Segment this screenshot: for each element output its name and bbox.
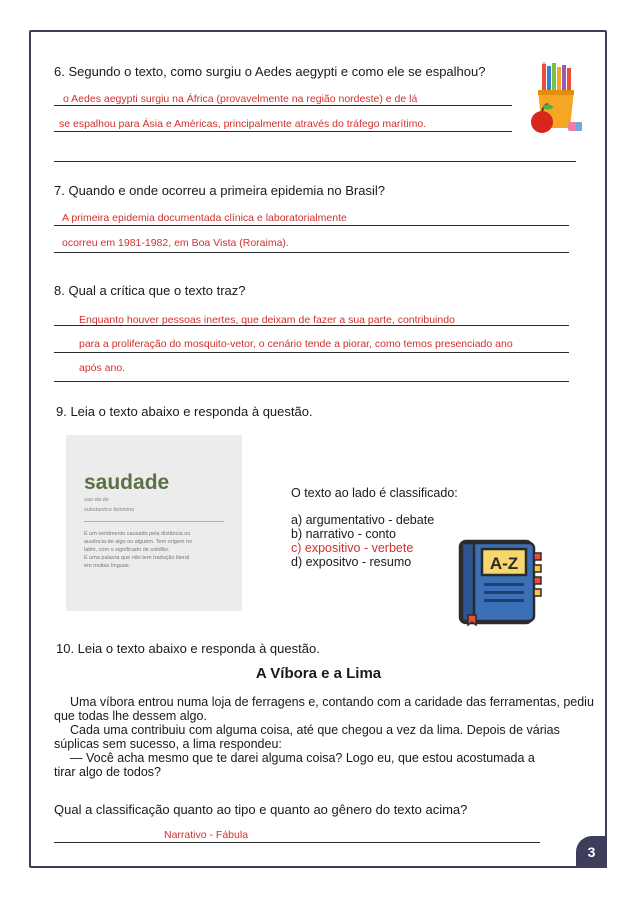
- answer-rule: [54, 225, 569, 226]
- entry-definition-line: É uma palavra que não tem tradução literal: [84, 555, 190, 561]
- answer-rule: [54, 131, 512, 132]
- q7-answer-line-1: A primeira epidemia documentada clínica e laboratorialmente: [62, 212, 347, 224]
- question-8: 8. Qual a crítica que o texto traz?: [54, 283, 246, 298]
- story-title: A Víbora e a Lima: [255, 665, 382, 682]
- answer-rule: [54, 325, 569, 326]
- q9-option-a: a) argumentativo - debate: [291, 513, 435, 527]
- q8-answer-line-3: após ano.: [79, 362, 126, 374]
- entry-divider: [84, 521, 224, 522]
- entry-word-class: substantivo feminino: [84, 507, 135, 513]
- answer-rule: [54, 161, 576, 162]
- q9-option-d: d) expositvo - resumo: [291, 555, 412, 569]
- book-cover-label: A-Z: [489, 554, 519, 573]
- dictionary-entry-card: [66, 435, 242, 611]
- answer-rule: [54, 381, 569, 382]
- q6-answer-line-2: se espalhou para Ásia e Américas, principalmente através do tráfego marítimo.: [59, 118, 427, 130]
- entry-definition-line: É um sentimento causado pela distância ou: [84, 531, 191, 537]
- q9-option-c: c) expositivo - verbete: [291, 541, 414, 555]
- school-supplies-icon: [528, 62, 588, 140]
- q6-answer-line-1: o Aedes aegypti surgiu na África (provavelmente na região nordeste) e de lá: [63, 93, 418, 105]
- entry-definition-line: latim, com o significado de solidão.: [84, 547, 170, 553]
- story-paragraph-3: — Você acha mesmo que te darei alguma coisa? Logo eu, que estou acostumada a tirar algo de todos?: [54, 751, 535, 779]
- classification-question: Qual a classificação quanto ao tipo e quanto ao gênero do texto acima?: [54, 802, 468, 817]
- question-9: 9. Leia o texto abaixo e responda à questão.: [56, 404, 313, 419]
- question-10: 10. Leia o texto abaixo e responda à questão.: [56, 641, 320, 656]
- entry-definition-line: em muitas línguas.: [84, 563, 131, 569]
- answer-rule: [54, 105, 512, 106]
- entry-phonetic: sau·da·de: [84, 497, 109, 503]
- question-7: 7. Quando e onde ocorreu a primeira epidemia no Brasil?: [54, 183, 385, 198]
- answer-rule: [54, 252, 569, 253]
- story-paragraph-2: Cada uma contribuiu com alguma coisa, até que chegou a vez da lima. Depois de várias súplicas sem sucesso, a lima respondeu:: [54, 723, 560, 751]
- answer-rule: [54, 352, 569, 353]
- q9-option-b: b) narrativo - conto: [291, 527, 396, 541]
- story-paragraph-1: Uma víbora entrou numa loja de ferragens e, contando com a caridade das ferramentas, pediu que todas lhe dessem algo.: [54, 695, 594, 723]
- dictionary-book-icon: [456, 537, 544, 627]
- q8-answer-line-2: para a proliferação do mosquito-vetor, o cenário tende a piorar, como temos presenciado ano: [79, 338, 513, 350]
- q9-prompt: O texto ao lado é classificado:: [291, 486, 458, 500]
- answer-rule: [54, 842, 540, 843]
- entry-word: saudade: [84, 471, 170, 494]
- question-6: 6. Segundo o texto, como surgiu o Aedes aegypti e como ele se espalhou?: [54, 64, 486, 79]
- q8-answer-line-1: Enquanto houver pessoas inertes, que deixam de fazer a sua parte, contribuindo: [79, 314, 455, 326]
- classification-answer: Narrativo - Fábula: [164, 829, 249, 841]
- page-number-badge: 3: [576, 836, 607, 868]
- q7-answer-line-2: ocorreu em 1981-1982, em Boa Vista (Roraima).: [62, 237, 289, 249]
- entry-definition-line: ausência de algo ou alguém. Tem origem no: [84, 539, 193, 545]
